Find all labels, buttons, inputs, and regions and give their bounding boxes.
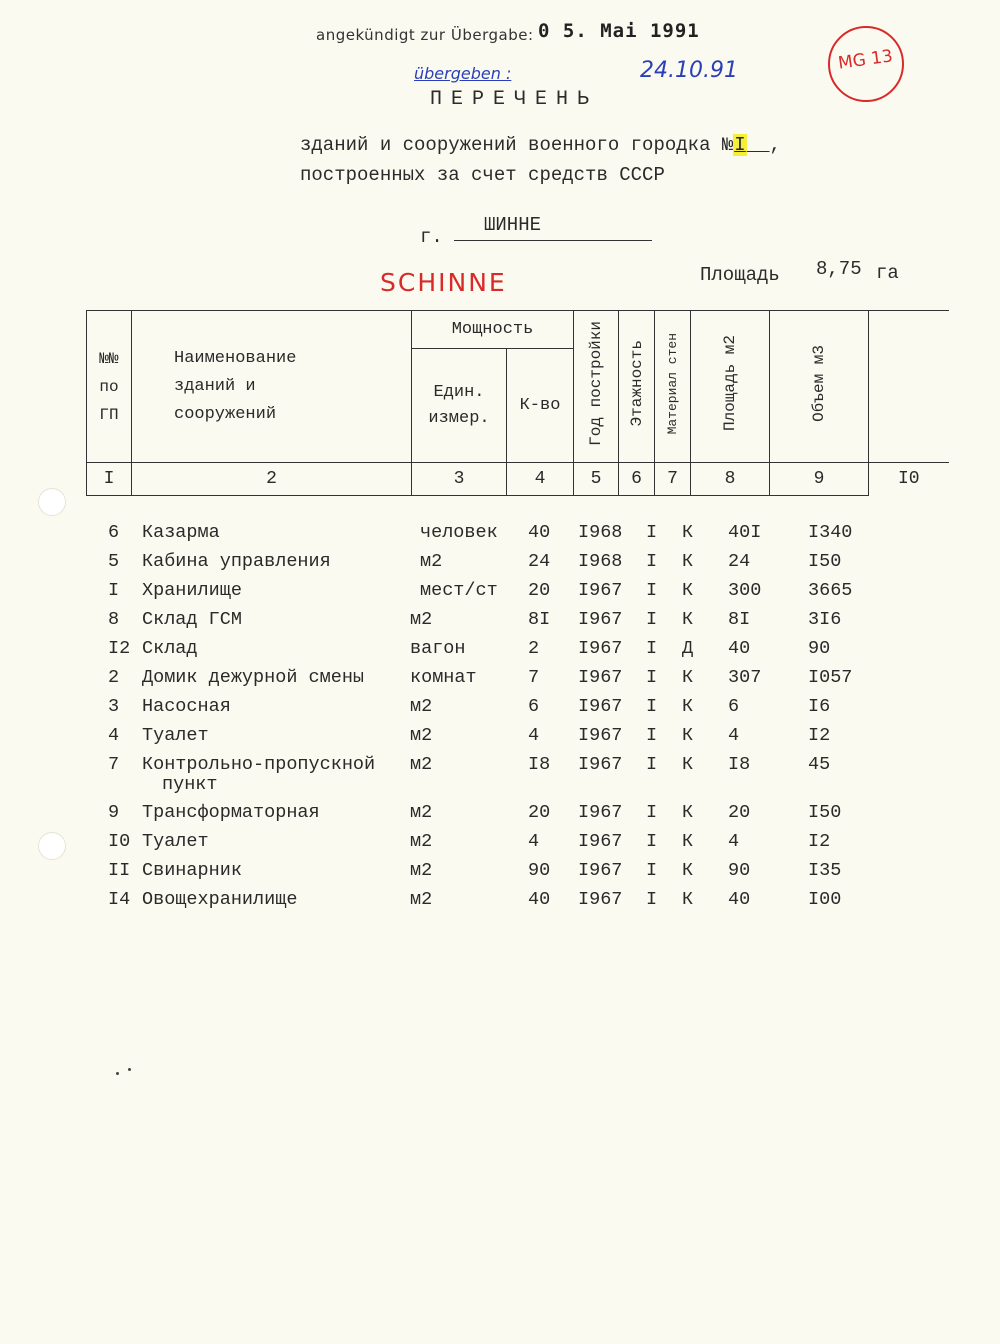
inventory-table-header	[86, 310, 949, 496]
cell-material: К	[682, 580, 694, 601]
cell-year: I967	[578, 667, 623, 688]
col-year-label: Год постройки	[587, 321, 605, 446]
cell-year: I967	[578, 889, 623, 910]
cell-floors: I	[646, 725, 658, 746]
handwritten-uebergeben: übergeben :	[414, 64, 512, 83]
cell-volume: I2	[808, 831, 831, 852]
col-number: 2	[132, 463, 412, 496]
cell-year: I967	[578, 696, 623, 717]
area-unit: га	[876, 262, 899, 284]
table-row	[0, 725, 1000, 754]
cell-area: 20	[728, 802, 751, 823]
cell-name: Склад ГСМ	[142, 609, 242, 630]
col-header-qty	[507, 349, 574, 463]
cell-material: К	[682, 754, 694, 775]
cell-unit: мест/ст	[420, 580, 498, 601]
settlement-number: I	[734, 134, 746, 156]
cell-no: 8	[108, 609, 120, 630]
cell-unit: м2	[410, 609, 433, 630]
col-capacity-label: Мощность	[451, 320, 534, 339]
cell-material: К	[682, 522, 694, 543]
cell-unit: человек	[420, 522, 498, 543]
cell-qty: 4	[528, 725, 540, 746]
table-row	[0, 831, 1000, 860]
cell-volume: 3665	[808, 580, 853, 601]
cell-volume: I340	[808, 522, 853, 543]
table-row	[0, 551, 1000, 580]
city-name: ШИННЕ	[484, 214, 542, 236]
stray-mark	[128, 1068, 131, 1071]
cell-name: Туалет	[142, 831, 209, 852]
col-number: 4	[507, 463, 574, 496]
cell-qty: 7	[528, 667, 540, 688]
table-row	[0, 802, 1000, 831]
cell-area: 90	[728, 860, 751, 881]
col-qty-label: К-во	[519, 396, 561, 415]
table-row	[0, 580, 1000, 609]
col-unit-label: Един. измер.	[428, 382, 490, 428]
punch-hole	[38, 488, 66, 516]
cell-no: 7	[108, 754, 120, 775]
cell-name: Овощехранилище	[142, 889, 298, 910]
cell-area: 40I	[728, 522, 762, 543]
cell-volume: I2	[808, 725, 831, 746]
cell-qty: I8	[528, 754, 551, 775]
col-no-label: №№ по ГП	[99, 349, 119, 424]
cell-floors: I	[646, 889, 658, 910]
cell-no: I2	[108, 638, 131, 659]
cell-year: I967	[578, 580, 623, 601]
area-value: 8,75	[816, 258, 862, 280]
col-number: 9	[770, 463, 869, 496]
cell-year: I967	[578, 860, 623, 881]
cell-no: 9	[108, 802, 120, 823]
table-row	[0, 667, 1000, 696]
cell-qty: 4	[528, 831, 540, 852]
cell-name: Кабина управления	[142, 551, 331, 572]
cell-floors: I	[646, 860, 658, 881]
col-floors-label: Этажность	[627, 340, 646, 427]
cell-no: 5	[108, 551, 120, 572]
col-number: 8	[691, 463, 770, 496]
col-number: 3	[412, 463, 507, 496]
col-number: 5	[574, 463, 619, 496]
title-line-2: построенных за счет средств СССР	[300, 164, 665, 186]
cell-unit: м2	[410, 754, 433, 775]
cell-name: Свинарник	[142, 860, 242, 881]
col-header-unit	[412, 349, 507, 463]
cell-year: I967	[578, 831, 623, 852]
cell-floors: I	[646, 667, 658, 688]
cell-floors: I	[646, 754, 658, 775]
cell-year: I967	[578, 802, 623, 823]
cell-material: К	[682, 696, 694, 717]
col-header-area	[691, 311, 770, 463]
cell-area: 8I	[728, 609, 751, 630]
col-header-volume	[770, 311, 869, 463]
cell-material: К	[682, 802, 694, 823]
title-line-1-suffix: ,	[769, 134, 781, 156]
table-row	[0, 638, 1000, 667]
cell-material: К	[682, 860, 694, 881]
cell-area: 4	[728, 831, 740, 852]
table-row	[0, 754, 1000, 802]
cell-floors: I	[646, 609, 658, 630]
col-material-label: Материал стен	[664, 332, 680, 435]
col-header-extra	[869, 311, 949, 463]
col-header-year	[574, 311, 619, 463]
cell-area: 24	[728, 551, 751, 572]
cell-volume: I50	[808, 551, 842, 572]
cell-floors: I	[646, 802, 658, 823]
cell-area: 6	[728, 696, 740, 717]
cell-area: 4	[728, 725, 740, 746]
cell-volume: I6	[808, 696, 831, 717]
cell-name: Туалет	[142, 725, 209, 746]
cell-volume: I057	[808, 667, 853, 688]
cell-no: 4	[108, 725, 120, 746]
cell-no: I0	[108, 831, 131, 852]
cell-floors: I	[646, 696, 658, 717]
cell-qty: 40	[528, 522, 551, 543]
column-number-row	[87, 463, 949, 496]
cell-year: I968	[578, 522, 623, 543]
cell-name-continuation: пункт	[162, 774, 218, 795]
col-header-material	[655, 311, 691, 463]
cell-volume: I35	[808, 860, 842, 881]
cell-no: 2	[108, 667, 120, 688]
handwritten-handover-date: 24.10.91	[640, 58, 738, 83]
cell-floors: I	[646, 831, 658, 852]
cell-year: I967	[578, 638, 623, 659]
handwritten-archive-number: MG 13	[836, 46, 895, 74]
cell-no: II	[108, 860, 131, 881]
cell-area: 40	[728, 889, 751, 910]
cell-area: 300	[728, 580, 762, 601]
cell-name: Домик дежурной смены	[142, 667, 365, 688]
cell-no: I	[108, 580, 120, 601]
cell-name: Казарма	[142, 522, 220, 543]
cell-no: 3	[108, 696, 120, 717]
cell-no: I4	[108, 889, 131, 910]
cell-floors: I	[646, 522, 658, 543]
cell-qty: 40	[528, 889, 551, 910]
cell-material: К	[682, 889, 694, 910]
cell-qty: 24	[528, 551, 551, 572]
cell-qty: 6	[528, 696, 540, 717]
cell-unit: м2	[410, 860, 433, 881]
document-title: ПЕРЕЧЕНЬ	[430, 88, 599, 111]
handwritten-city-latin: SCHINNE	[380, 268, 507, 297]
title-line-1	[300, 134, 781, 156]
cell-floors: I	[646, 580, 658, 601]
cell-unit: м2	[410, 696, 433, 717]
cell-unit: м2	[410, 889, 433, 910]
cell-name: Хранилище	[142, 580, 242, 601]
cell-area: 40	[728, 638, 751, 659]
col-area-label: Площадь м2	[721, 335, 739, 432]
cell-material: К	[682, 725, 694, 746]
cell-volume: 45	[808, 754, 831, 775]
cell-name: Насосная	[142, 696, 231, 717]
cell-unit: м2	[420, 551, 443, 572]
table-row	[0, 609, 1000, 638]
cell-unit: м2	[410, 725, 433, 746]
title-line-1-prefix: зданий и сооружений военного городка №	[300, 134, 734, 156]
col-number: I0	[869, 463, 949, 496]
table-row	[0, 522, 1000, 551]
cell-year: I968	[578, 551, 623, 572]
cell-name: Контрольно-пропускной	[142, 754, 376, 775]
col-volume-label: Объем м3	[810, 345, 828, 422]
cell-year: I967	[578, 609, 623, 630]
cell-year: I967	[578, 725, 623, 746]
cell-unit: м2	[410, 802, 433, 823]
col-number: 6	[619, 463, 655, 496]
cell-name: Трансформаторная	[142, 802, 320, 823]
cell-volume: I00	[808, 889, 842, 910]
col-header-name	[132, 311, 412, 463]
cell-material: К	[682, 609, 694, 630]
cell-unit: комнат	[410, 667, 477, 688]
cell-qty: 2	[528, 638, 540, 659]
city-prefix: г.	[420, 226, 443, 248]
inventory-table-body	[0, 522, 1000, 918]
cell-qty: 20	[528, 802, 551, 823]
col-header-no	[87, 311, 132, 463]
table-row	[0, 889, 1000, 918]
cell-material: К	[682, 551, 694, 572]
col-name-label: Наименование зданий и сооружений	[174, 348, 297, 424]
handover-stamp-date: 0 5. Mai 1991	[538, 20, 700, 42]
city-underline	[454, 240, 652, 241]
cell-qty: 20	[528, 580, 551, 601]
cell-year: I967	[578, 754, 623, 775]
cell-volume: 3I6	[808, 609, 842, 630]
col-header-capacity	[412, 311, 574, 349]
col-number: 7	[655, 463, 691, 496]
cell-material: К	[682, 831, 694, 852]
cell-unit: вагон	[410, 638, 466, 659]
handover-stamp-label: angekündigt zur Übergabe:	[316, 26, 534, 44]
cell-floors: I	[646, 638, 658, 659]
col-header-floors	[619, 311, 655, 463]
cell-volume: I50	[808, 802, 842, 823]
cell-floors: I	[646, 551, 658, 572]
cell-area: 307	[728, 667, 762, 688]
cell-name: Склад	[142, 638, 198, 659]
cell-material: Д	[682, 638, 694, 659]
cell-material: К	[682, 667, 694, 688]
cell-volume: 90	[808, 638, 831, 659]
cell-unit: м2	[410, 831, 433, 852]
cell-qty: 8I	[528, 609, 551, 630]
table-row	[0, 696, 1000, 725]
cell-area: I8	[728, 754, 751, 775]
cell-qty: 90	[528, 860, 551, 881]
col-number: I	[87, 463, 132, 496]
table-row	[0, 860, 1000, 889]
stray-mark	[116, 1072, 119, 1075]
area-label: Площадь	[700, 264, 780, 286]
cell-no: 6	[108, 522, 120, 543]
